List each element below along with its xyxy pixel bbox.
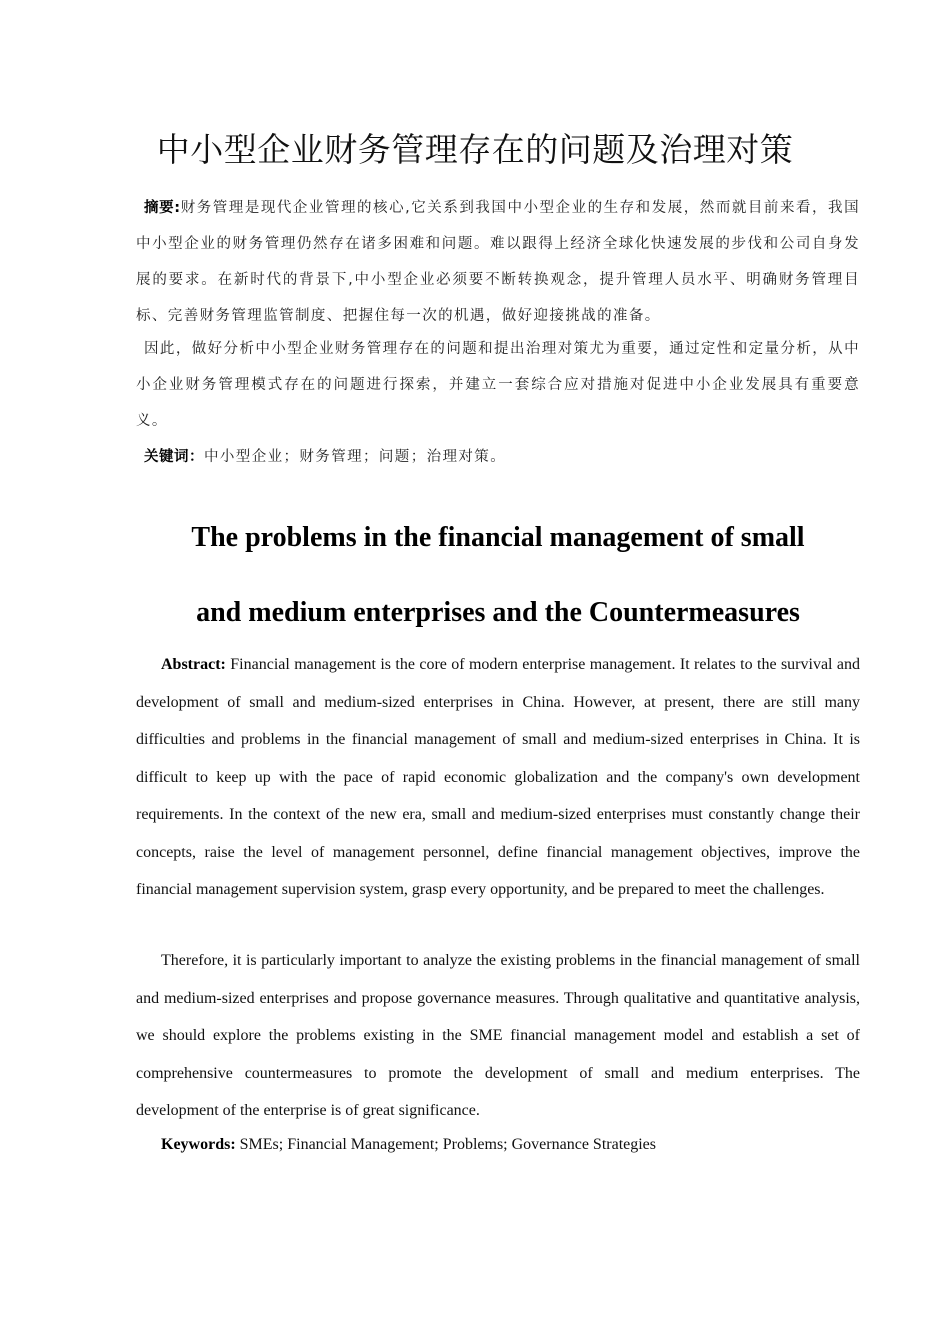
english-keywords-label: Keywords: — [161, 1136, 236, 1153]
english-abstract-label: Abstract: — [161, 656, 226, 673]
chinese-abstract-text: 财务管理是现代企业管理的核心,它关系到我国中小型企业的生存和发展，然而就目前来看，我国中小型企业的财务管理仍然存在诸多困难和问题。难以跟得上经济全球化快速发展的步伐和公司自身发展的要求。在新时代的背景下,中小型企业必须要不断转换观念，提升管理人员水平、明确财务管理目标、完善财务管理监管制度、把握住每一次的机遇，做好迎接挑战的准备。 — [136, 200, 860, 324]
chinese-abstract-paragraph — [136, 190, 860, 334]
english-abstract-paragraph — [136, 646, 860, 909]
chinese-abstract-label: 摘要: — [144, 200, 181, 216]
english-title-line-1: The problems in the financial management of small — [191, 522, 805, 553]
chinese-title: 中小型企业财务管理存在的问题及治理对策 — [156, 130, 794, 169]
chinese-abstract-paragraph-2: 因此，做好分析中小型企业财务管理存在的问题和提出治理对策尤为重要，通过定性和定量分析，从中小企业财务管理模式存在的问题进行探索，并建立一套综合应对措施对促进中小企业发展具有重要意义。 — [136, 341, 860, 429]
chinese-keywords-paragraph — [136, 441, 860, 473]
english-abstract-paragraph-2: Therefore, it is particularly important to analyze the existing problems in the financial management of small and medium-sized enterprises and propose governance measures. Through qualitative and quantitative analysis, we should explore the problems existing in the SME financial management model and establish a set of comprehensive countermeasures to promote the development of small and medium enterprises. The development of the enterprise is of great significance. — [136, 952, 860, 1119]
english-abstract-text: Financial management is the core of modern enterprise management. It relates to the survival and development of small and medium-sized enterprises in China. However, at present, there are still many difficulties and problems in the financial management of small and medium-sized enterprises in China. It is difficult to keep up with the pace of rapid economic globalization and the company's own development requirements. In the context of the new era, small and medium-sized enterprises must constantly change their concepts, raise the level of management personnel, define financial management objectives, improve the financial management supervision system, grasp every opportunity, and be prepared to meet the challenges. — [136, 656, 860, 898]
english-keywords-text: SMEs; Financial Management; Problems; Governance Strategies — [235, 1136, 657, 1153]
english-keywords-paragraph — [136, 1126, 860, 1164]
english-title-line-2: and medium enterprises and the Countermeasures — [196, 597, 800, 628]
chinese-keywords-text: 中小型企业；财务管理；问题；治理对策。 — [204, 449, 507, 465]
chinese-keywords-label: 关键词： — [144, 449, 204, 465]
